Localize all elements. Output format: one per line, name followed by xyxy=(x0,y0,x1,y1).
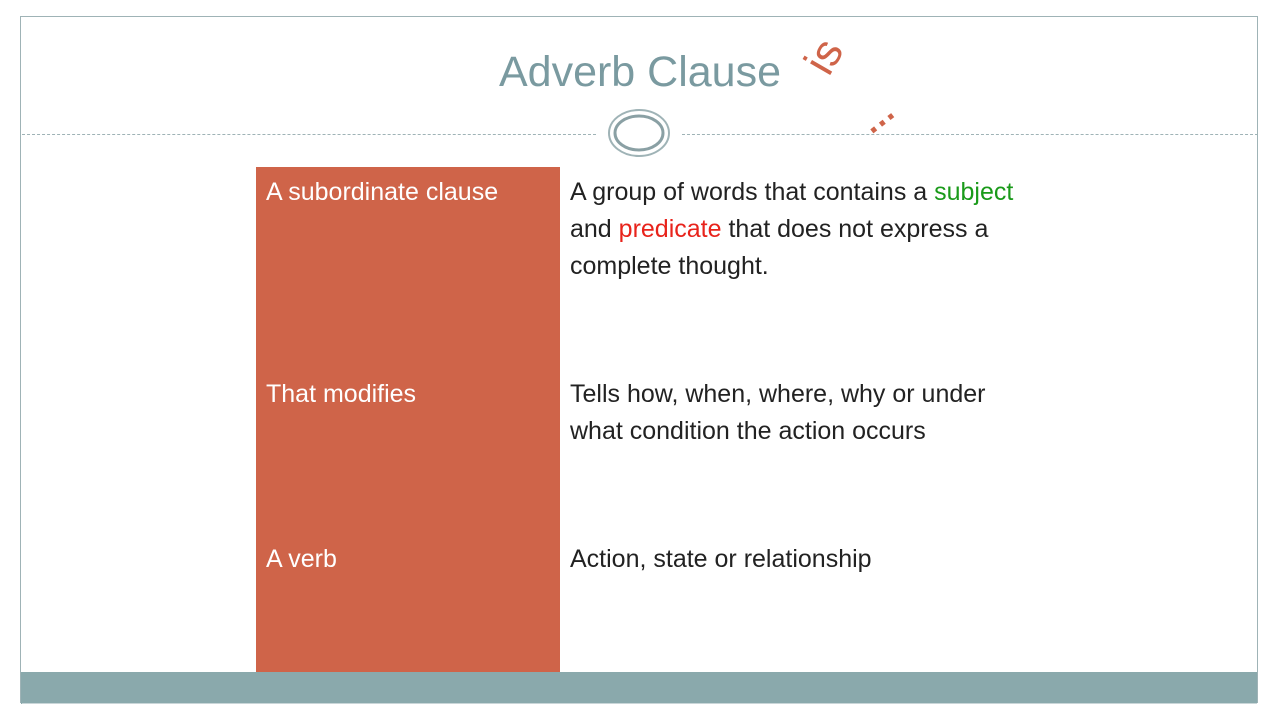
footer-bar xyxy=(21,672,1257,704)
definition-text: A group of words that contains a xyxy=(570,178,935,206)
definition-text: and xyxy=(570,215,619,243)
term-that-modifies: That modifies xyxy=(266,380,417,408)
definition-that-modifies: Tells how, when, where, why or under what condition the action occurs xyxy=(570,380,986,445)
title-divider-right xyxy=(682,134,1258,135)
definition-text: that does not express a complete thought. xyxy=(570,215,989,280)
handwritten-annotation-ellipsis: … xyxy=(852,88,906,142)
term-subordinate-clause: A subordinate clause xyxy=(266,178,499,206)
predicate-highlight: predicate xyxy=(618,215,722,243)
subject-highlight: subject xyxy=(934,178,1014,206)
definition-subordinate-clause xyxy=(570,174,1030,285)
footer-edge xyxy=(22,703,1257,704)
oval-ornament-icon xyxy=(607,108,671,158)
definition-a-verb: Action, state or relationship xyxy=(570,545,872,573)
title-divider-left xyxy=(22,134,596,135)
term-a-verb: A verb xyxy=(266,545,337,573)
handwritten-annotation-is: is xyxy=(795,30,854,83)
slide-title: Adverb Clause xyxy=(498,48,782,96)
terms-column xyxy=(256,167,560,673)
